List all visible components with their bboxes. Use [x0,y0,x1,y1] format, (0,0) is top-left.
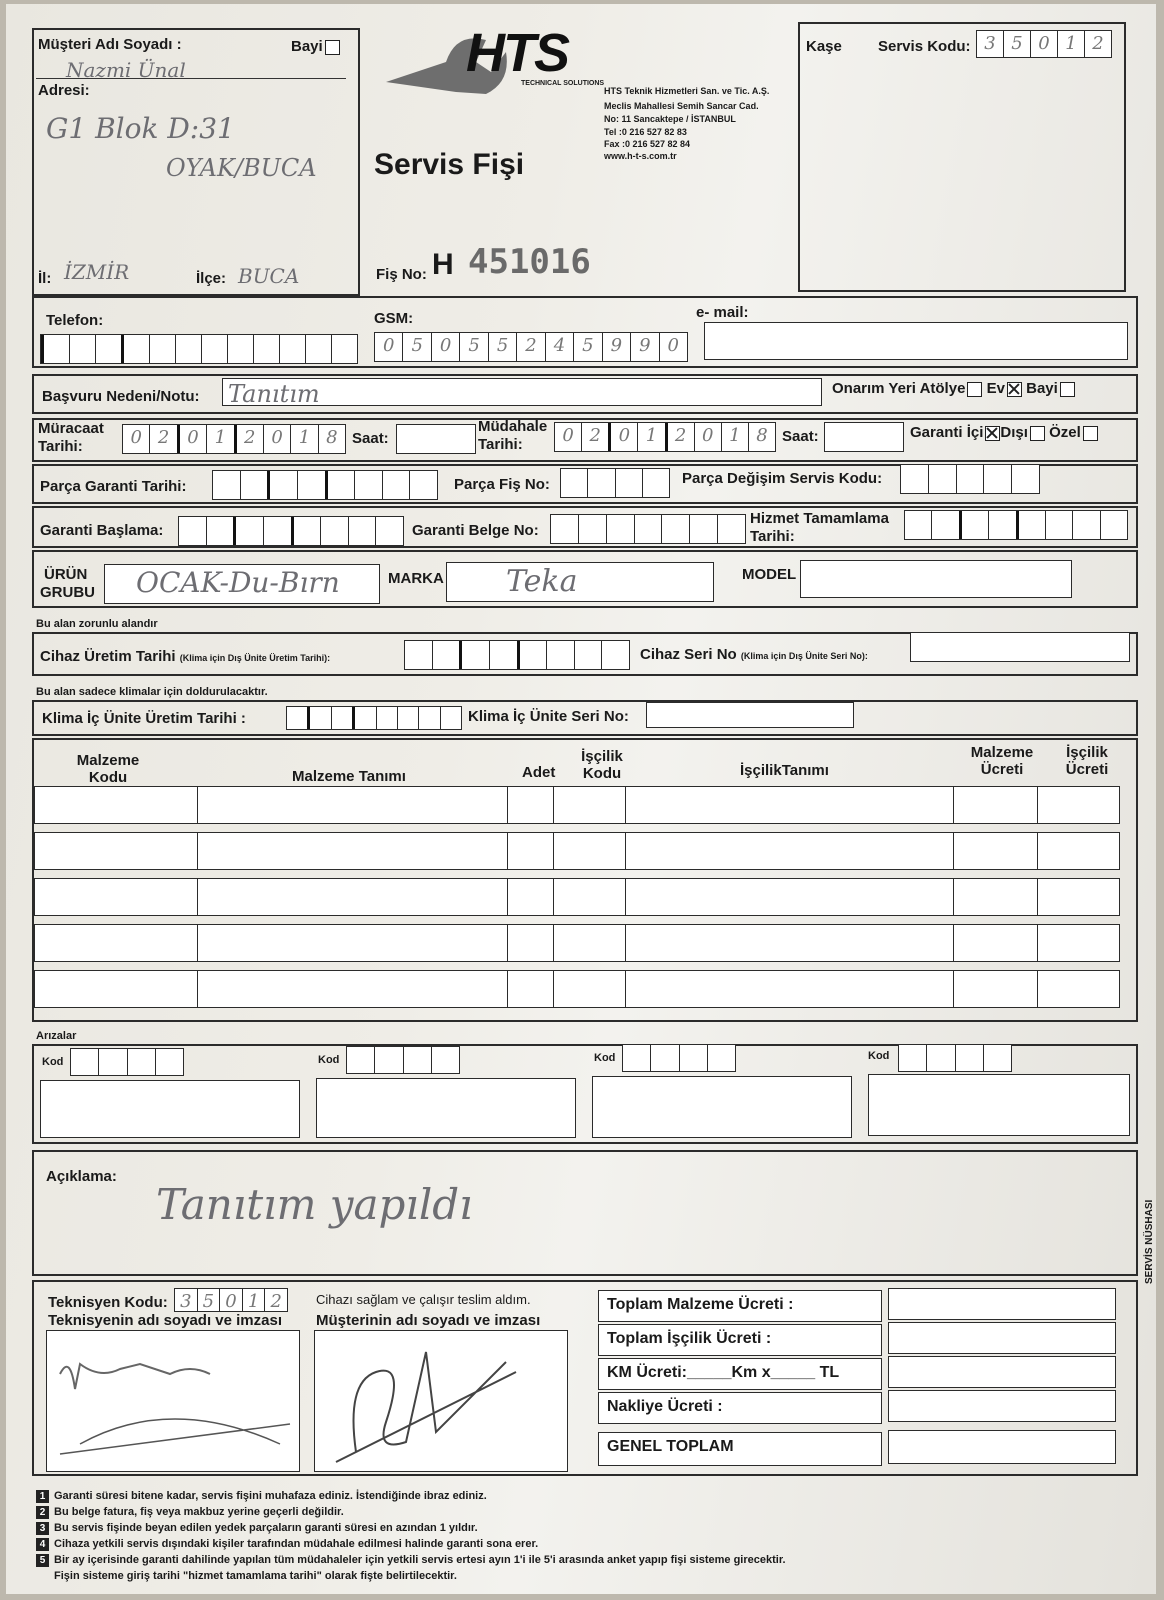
muracaat-label2: Tarihi: [38,438,83,455]
muracaat-label1: Müracaat [38,420,104,437]
kod-cells-2[interactable] [346,1046,460,1074]
garanti-label: Garanti İçi Dışı Özel [910,424,1098,441]
il-label: İl: [38,270,52,287]
fault-field-1[interactable] [40,1080,300,1138]
note-1: 1 Garanti süresi bitene kadar, servis fişini muhafaza ediniz. İstendiğinde ibraz ediniz. [36,1490,487,1503]
hizmet-label2: Tarihi: [750,528,795,545]
teknisyen-kodu-cells[interactable]: 3 5 0 1 2 [174,1288,288,1312]
teslim-note: Cihazı sağlam ve çalışır teslim aldım. [316,1292,531,1307]
total-iscilik-value[interactable] [888,1322,1116,1354]
th-malzeme-kodu: Malzeme Kodu [76,752,140,786]
hizmet-cells[interactable] [904,510,1128,540]
aciklama-label: Açıklama: [46,1168,117,1185]
klima-uretim-label: Klima İç Ünite Üretim Tarihi : [42,710,246,727]
klima-seri-label: Klima İç Ünite Seri No: [468,708,629,725]
gsm-cells[interactable]: 0 5 0 5 5 2 4 5 9 9 0 [374,332,688,362]
basvuru-value: Tanıtım [228,380,320,408]
table-row[interactable] [34,786,1128,824]
customer-signature-icon [316,1332,566,1472]
basvuru-label: Başvuru Nedeni/Notu: [42,388,200,405]
garanti-baslama-label: Garanti Başlama: [40,522,164,539]
servis-kodu-cells[interactable]: 3 5 0 1 2 [976,30,1112,58]
kod-cells-1[interactable] [70,1048,184,1076]
address-line2: OYAK/BUCA [166,154,317,182]
brand-sub: TECHNICAL SOLUTIONS [521,80,605,87]
kase-label: Kaşe [806,38,842,55]
onarim-label: Onarım Yeri Atölye Ev Bayi [832,380,1075,397]
parca-garanti-label: Parça Garanti Tarihi: [40,478,187,495]
address-label: Adresi: [38,82,90,99]
th-iscilik-tanimi: İşçilikTanımı [740,762,829,779]
service-form [6,4,1156,1594]
zorunlu-note: Bu alan zorunlu alandır [36,618,158,630]
ilce-value: BUCA [238,264,300,288]
company-fax: Fax :0 216 527 82 84 [604,139,691,149]
th-malzeme-tanimi: Malzeme Tanımı [292,768,406,785]
klima-seri-field[interactable] [646,702,854,728]
marka-label: MARKA [388,570,444,587]
th-malzeme-ucreti: Malzeme Ücreti [970,744,1034,778]
fis-no-value: 451016 [468,242,591,282]
arizalar-label: Arızalar [36,1030,77,1042]
total-genel: GENEL TOPLAM [598,1432,882,1466]
form-title: Servis Fişi [374,148,525,181]
parca-degisim-label: Parça Değişim Servis Kodu: [682,470,883,487]
garanti-disi-checkbox[interactable] [1030,426,1045,441]
table-row[interactable] [34,924,1128,962]
saat-field[interactable] [396,424,476,454]
fis-no-prefix: H [432,248,454,281]
address-line1: G1 Blok D:31 [46,112,235,145]
uretim-cells[interactable] [404,640,630,670]
company-name: HTS Teknik Hizmetleri San. ve Tic. A.Ş. [604,86,770,96]
stamp-box [798,22,1126,292]
servis-kodu-label: Servis Kodu: [878,38,971,55]
company-web: www.h-t-s.com.tr [604,151,677,161]
parca-fis-label: Parça Fiş No: [454,476,550,493]
klima-uretim-cells[interactable] [286,706,462,730]
urun-value: OCAK-Du-Bırn [136,566,340,599]
garanti-belge-label: Garanti Belge No: [412,522,539,539]
marka-field[interactable] [446,562,714,602]
note-3: 3 Bu servis fişinde beyan edilen yedek parçaların garanti süresi en azından 1 yıldır. [36,1522,478,1535]
saat2-label: Saat: [782,428,819,445]
model-label: MODEL [742,566,797,583]
mudahale-label2: Tarihi: [478,436,523,453]
fault-field-2[interactable] [316,1078,576,1138]
table-row[interactable] [34,878,1128,916]
brand-text: HTS [466,23,568,83]
company-address1: Meclis Mahallesi Semih Sancar Cad. [604,101,759,111]
il-value: İZMİR [64,260,130,284]
urun-label1: ÜRÜN [44,566,88,583]
table-row[interactable] [34,970,1128,1008]
garanti-belge-cells[interactable] [550,514,746,544]
kod-label-4: Kod [868,1050,890,1062]
seri-label: Cihaz Seri No (Klima için Dış Ünite Seri No): [640,646,868,663]
company-address2: No: 11 Sancaktepe / İSTANBUL [604,114,736,124]
fault-field-4[interactable] [868,1074,1130,1136]
th-iscilik-ucreti: İşçilik Ücreti [1065,744,1109,778]
technician-signature-icon [50,1334,300,1464]
gsm-label: GSM: [374,310,414,327]
ilce-label: İlçe: [196,270,227,287]
note-5: 5 Bir ay içerisinde garanti dahilinde yapılan tüm müdahaleler için yetkili servis ertesi ayın 1'i ile 5'i arasında anket yapıp fişi sisteme girecektir. [36,1554,786,1567]
model-field[interactable] [800,560,1072,598]
seri-field[interactable] [910,632,1130,662]
bayi-checkbox[interactable] [325,40,340,55]
total-nakliye-value[interactable] [888,1390,1116,1422]
aciklama-value: Tanıtım yapıldı [156,1180,473,1229]
kod-label-2: Kod [318,1054,340,1066]
garanti-ici-checkbox[interactable] [985,426,1000,441]
customer-name-value: Nazmi Ünal [66,58,186,82]
total-malzeme-value[interactable] [888,1288,1116,1320]
note-4: 4 Cihaza yetkili servis dışındaki kişiler tarafından müdahale edilmesi halinde garanti sona erer. [36,1538,538,1551]
note-2: 2 Bu belge fatura, fiş veya makbuz yerine geçerli değildir. [36,1506,344,1519]
total-malzeme: Toplam Malzeme Ücreti : [598,1290,882,1322]
total-iscilik: Toplam İşçilik Ücreti : [598,1324,882,1356]
total-genel-value[interactable] [888,1430,1116,1464]
ev-checkbox[interactable] [1007,382,1022,397]
kod-label-3: Kod [594,1052,616,1064]
telefon-cells[interactable] [40,334,358,364]
telefon-label: Telefon: [46,312,104,329]
th-iscilik-kodu: İşçilik Kodu [581,748,623,782]
company-tel: Tel :0 216 527 82 83 [604,127,687,137]
klima-note: Bu alan sadece klimalar için doldurulacaktır. [36,686,268,698]
marka-value: Teka [506,564,578,599]
kod-cells-4[interactable] [898,1044,1012,1072]
email-label: e- mail: [696,304,749,321]
hizmet-label1: Hizmet Tamamlama [750,510,889,527]
table-row[interactable] [34,832,1128,870]
uretim-label: Cihaz Üretim Tarihi (Klima için Dış Ünite Üretim Tarihi): [40,648,331,665]
customer-name-label: Müşteri Adı Soyadı : [38,36,182,53]
parca-garanti-cells[interactable] [212,470,438,500]
servis-nushasi-label: SERVİS NÜSHASI [1144,1199,1155,1284]
mudahale-label1: Müdahale [478,418,548,435]
saat2-field[interactable] [824,422,904,452]
saat-label: Saat: [352,430,389,447]
mudahale-cells[interactable]: 0 2 0 1 2 0 1 8 [554,422,776,452]
atolye-checkbox[interactable] [967,382,982,397]
teknisyen-imza-label: Teknisyenin adı soyadı ve imzası [48,1312,282,1329]
kod-cells-3[interactable] [622,1044,736,1072]
teknisyen-kodu-label: Teknisyen Kodu: [48,1294,168,1311]
email-field[interactable] [704,322,1128,360]
urun-label2: GRUBU [40,584,95,601]
customer-bayi-label: Bayi [291,38,340,55]
bayi-location-checkbox[interactable] [1060,382,1075,397]
fis-no-label: Fiş No: [376,266,427,283]
parca-fis-cells[interactable] [560,468,670,498]
total-km: KM Ücreti:_____Km x_____ TL [598,1358,882,1390]
parca-degisim-cells[interactable] [900,464,1040,494]
garanti-baslama-cells[interactable] [178,516,404,546]
total-nakliye: Nakliye Ücreti : [598,1392,882,1424]
fault-field-3[interactable] [592,1076,852,1138]
total-km-value[interactable] [888,1356,1116,1388]
musteri-imza-label: Müşterinin adı soyadı ve imzası [316,1312,541,1329]
muracaat-cells[interactable]: 0 2 0 1 2 0 1 8 [122,424,346,454]
th-adet: Adet [522,764,556,781]
kod-label-1: Kod [42,1056,64,1068]
garanti-ozel-checkbox[interactable] [1083,426,1098,441]
note-6: Fişin sisteme giriş tarihi "hizmet tamamlama tarihi" olarak fişte belirtilecektir. [54,1570,457,1582]
